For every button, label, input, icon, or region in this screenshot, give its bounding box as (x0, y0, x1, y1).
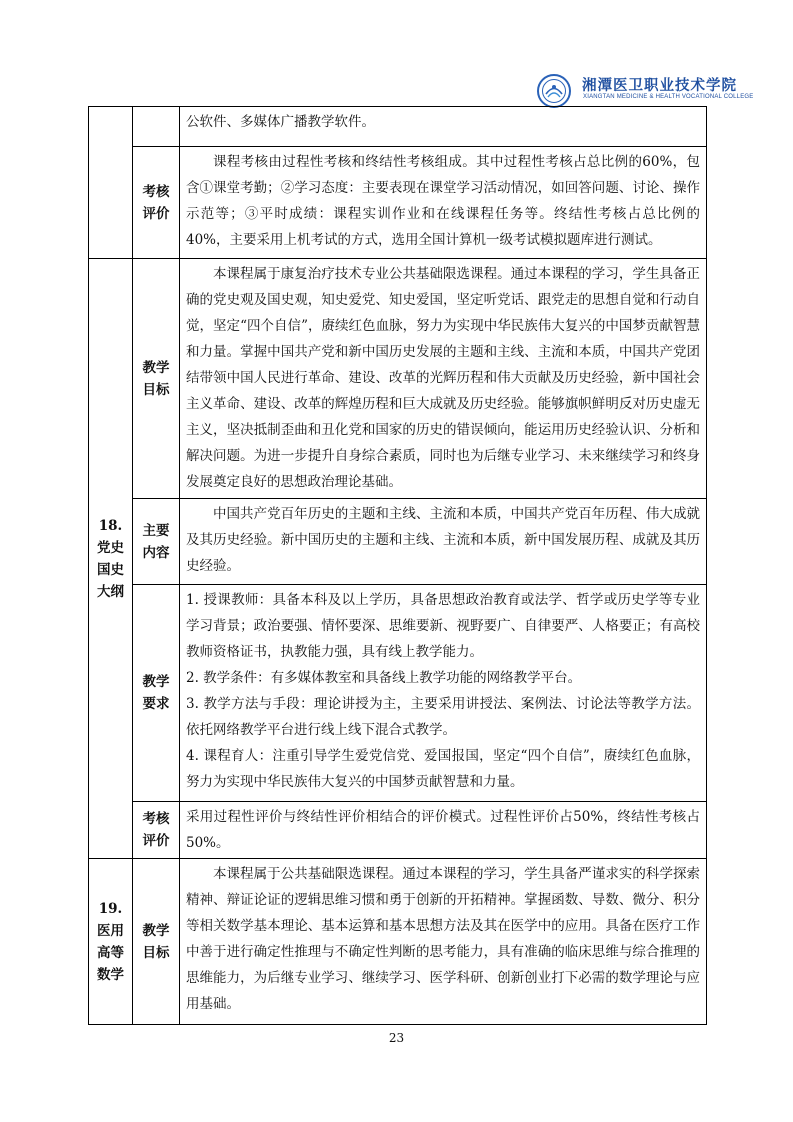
section-18-title: 18. 党史 国史 大纲 (89, 259, 133, 859)
assessment-text-cell (180, 147, 707, 259)
goals-label: 教学 目标 (133, 259, 180, 499)
content-label: 主要 内容 (133, 499, 180, 585)
college-name-en: XIANGTAN MEDICINE & HEALTH VOCATIONAL COLLEGE (583, 94, 754, 100)
assessment-text: 课程考核由过程性考核和终结性考核组成。其中过程性考核占总比例的60%，包含①课堂考勤；②学习态度：主要表现在课堂学习活动情况，如回答问题、讨论、操作示范等；③平时成绩：课程实训作业和在线课程任务等。终结性考核占总比例的40%，主要采用上机考试的方式，选用全国计算机一级考试模拟题库进行测试。 (186, 154, 700, 248)
section-19-title: 19. 医用 高等 数学 (89, 859, 133, 1025)
page-number: 23 (388, 1031, 405, 1045)
section-cell-continued (89, 107, 133, 259)
college-logo-icon (537, 74, 571, 108)
content-text: 中国共产党百年历史的主题和主线、主流和本质，中国共产党百年历程、伟大成就及其历史经验。新中国历史的主题和主线、主流和本质，新中国发展历程、成就及其历史经验。 (186, 506, 700, 574)
assessment-label: 考核 评价 (133, 147, 180, 259)
goals-text: 本课程属于康复治疗技术专业公共基础限选课程。通过本课程的学习，学生具备正确的党史观及国史观，知史爱党、知史爱国，坚定听党话、跟党走的思想自觉和行动自觉，坚定“四个自信”，赓续红色血脉，努力为实现中华民族伟大复兴的中国梦贡献智慧和力量。掌握中国共产党和新中国历史发展的主题和主线、主流和本质，中国共产党团结带领中国人民进行革命、建设、改革的光辉历程和伟大贡献及历史经验，新中国社会主义革命、建设、改革的辉煌历程和巨大成就及历史经验。能够旗帜鲜明反对历史虚无主义，坚决抵制歪曲和丑化党和国家的历史的错误倾向，能运用历史经验认识、分析和解决问题。为进一步提升自身综合素质，同时也为后继专业学习、未来继续学习和终身发展奠定良好的思想政治理论基础。 (186, 266, 700, 490)
requirement-item: 3. 教学方法与手段：理论讲授为主，主要采用讲授法、案例法、讨论法等教学方法。依托网络教学平台进行线上线下混合式教学。 (186, 696, 700, 738)
table-row (89, 585, 707, 802)
college-name-cn: 湘潭医卫职业技术学院 (582, 78, 737, 94)
requirement-item: 2. 教学条件：有多媒体教室和具备线上教学功能的网络教学平台。 (186, 670, 582, 686)
label-cell-empty (133, 107, 180, 147)
requirement-item: 4. 课程育人：注重引导学生爱党信党、爱国报国，坚定“四个自信”，赓续红色血脉，努力为实现中华民族伟大复兴的中国梦贡献智慧和力量。 (186, 748, 700, 790)
goals-text-cell (180, 859, 707, 1025)
table-row (89, 259, 707, 499)
assessment-label: 考核 评价 (133, 802, 180, 859)
row-text-continued: 公软件、多媒体广播教学软件。 (186, 114, 375, 130)
table-row (89, 499, 707, 585)
goals-label: 教学 目标 (133, 859, 180, 1025)
assessment-text: 采用过程性评价与终结性评价相结合的评价模式。过程性评价占50%，终结性考核占50%。 (186, 809, 700, 851)
text-cell (180, 107, 707, 147)
curriculum-table (88, 106, 707, 1025)
requirements-text-cell (180, 585, 707, 802)
goals-text-cell (180, 259, 707, 499)
requirement-item: 1. 授课教师：具备本科及以上学历，具备思想政治教育或法学、哲学或历史学等专业学习背景；政治要强、情怀要深、思维要新、视野要广、自律要严、人格要正；有高校教师资格证书，执教能力强，具有线上教学能力。 (186, 592, 700, 660)
table-row (89, 147, 707, 259)
table-row (89, 107, 707, 147)
table-row (89, 802, 707, 859)
content-text-cell (180, 499, 707, 585)
assessment-text-cell (180, 802, 707, 859)
goals-text: 本课程属于公共基础限选课程。通过本课程的学习，学生具备严谨求实的科学探索精神、辩证论证的逻辑思维习惯和勇于创新的开拓精神。掌握函数、导数、微分、积分等相关数学基本理论、基本运算和基本思想方法及其在医学中的应用。具备在医疗工作中善于进行确定性推理与不确定性判断的思考能力，具有准确的临床思维与综合推理的思维能力，为后继专业学习、继续学习、医学科研、创新创业打下必需的数学理论与应用基础。 (186, 866, 700, 1012)
table-row (89, 859, 707, 1025)
requirements-label: 教学 要求 (133, 585, 180, 802)
